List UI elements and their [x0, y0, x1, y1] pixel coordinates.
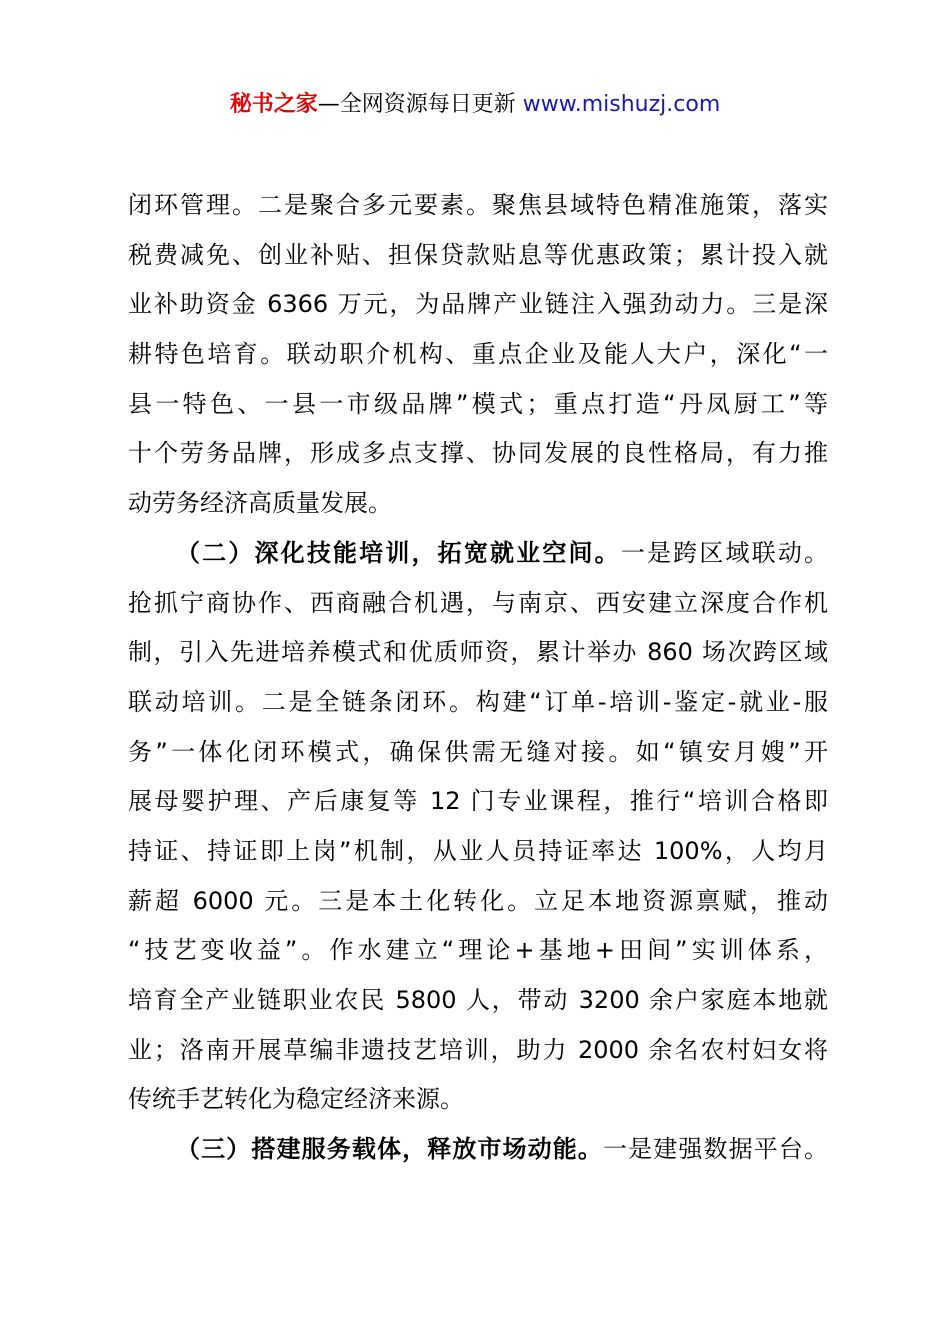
site-brand: 秘书之家: [229, 92, 318, 117]
section-heading: （二）深化技能培训，拓宽就业空间。: [176, 538, 621, 567]
text-line: 县一特色、一县一市级品牌”模式；重点打造“丹凤厨工”等: [128, 389, 828, 418]
text-line: 税费减免、创业补贴、担保贷款贴息等优惠政策；累计投入就: [128, 240, 828, 269]
text-line: 业；洛南开展草编非遗技艺培训，助力 2000 余名农村妇女将: [128, 1035, 828, 1064]
text-line: 薪超 6000 元。三是本土化转化。立足本地资源禀赋，推动: [128, 886, 828, 915]
text-line: 制，引入先进培养模式和优质师资，累计举办 860 场次跨区域: [128, 638, 828, 667]
section-heading-line: [128, 529, 828, 579]
text-line: 动劳务经济高质量发展。: [128, 489, 392, 518]
text-line: 持证、持证即上岗”机制，从业人员持证率达 100%，人均月: [128, 836, 828, 865]
text-line: 展母婴护理、产后康复等 12 门专业课程，推行“培训合格即: [128, 787, 828, 816]
text-line: 耕特色培育。联动职介机构、重点企业及能人大户，深化“一: [128, 340, 828, 369]
text-line: 十个劳务品牌，形成多点支撑、协同发展的良性格局，有力推: [128, 439, 828, 468]
text-line: 业补助资金 6366 万元，为品牌产业链注入强劲动力。三是深: [128, 290, 828, 319]
text-line: 培育全产业链职业农民 5800 人，带动 3200 余户家庭本地就: [128, 986, 828, 1014]
section-heading: （三）搭建服务载体，释放市场动能。: [176, 1135, 604, 1164]
section-heading-text: 一是建强数据平台。: [603, 1135, 829, 1164]
site-tagline: —全网资源每日更新: [317, 92, 523, 117]
text-line: 务”一体化闭环模式，确保供需无缝对接。如“镇安月嫂”开: [128, 737, 828, 766]
text-line: 抢抓宁商协作、西商融合机遇，与南京、西安建立深度合作机: [128, 588, 828, 617]
text-line: “技艺变收益”。作水建立“理论+基地+田间”实训体系，: [128, 936, 828, 965]
text-line: 闭环管理。二是聚合多元要素。聚焦县域特色精准施策，落实: [128, 191, 828, 219]
site-header: [0, 88, 950, 122]
text-line: 传统手艺转化为稳定经济来源。: [128, 1085, 464, 1114]
text-line: 联动培训。二是全链条闭环。构建“订单-培训-鉴定-就业-服: [128, 687, 828, 716]
section-heading-text: 一是跨区域联动。: [620, 538, 829, 567]
site-url-link[interactable]: www.mishuzj.com: [522, 92, 721, 117]
section-heading-line: [128, 1125, 828, 1175]
document-body: [128, 181, 828, 1175]
